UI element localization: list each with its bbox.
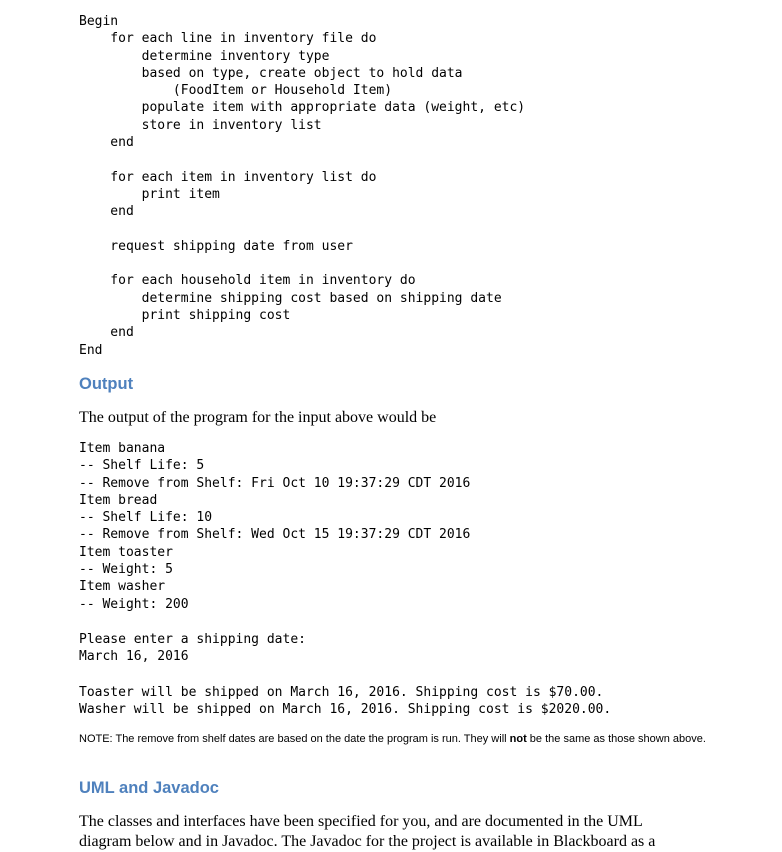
code-line: (FoodItem or Household Item) xyxy=(79,83,393,99)
output-line: -- Remove from Shelf: Fri Oct 10 19:37:29 CDT 2016 xyxy=(79,475,471,491)
code-line: print item xyxy=(79,186,220,202)
output-line: Item toaster xyxy=(79,544,173,560)
output-line: Item bread xyxy=(79,492,158,508)
output-line: -- Weight: 200 xyxy=(79,596,189,612)
uml-paragraph-line-2: diagram below and in Javadoc. The Javadoc for the project is available in Blackboard as a xyxy=(79,833,656,850)
note-paragraph xyxy=(79,731,719,748)
prompt-line: Please enter a shipping date: xyxy=(79,632,306,647)
output-line: -- Shelf Life: 10 xyxy=(79,510,213,526)
code-line: for each household item in inventory do xyxy=(79,273,416,289)
prompt-line: March 16, 2016 xyxy=(79,649,189,665)
note-text-end: be the same as those shown above. xyxy=(526,733,706,745)
output-line: -- Remove from Shelf: Wed Oct 15 19:37:29 CDT 2016 xyxy=(79,527,471,543)
code-line: populate item with appropriate data (weight, etc) xyxy=(79,100,526,116)
output-intro-paragraph: The output of the program for the input above would be xyxy=(79,409,437,426)
output-heading: Output xyxy=(79,375,134,393)
output-line: -- Shelf Life: 5 xyxy=(79,458,205,474)
output-line: -- Weight: 5 xyxy=(79,562,173,578)
pseudocode-block xyxy=(79,13,525,359)
code-line: End xyxy=(79,342,103,358)
code-line: end xyxy=(79,204,134,220)
shipping-line: Toaster will be shipped on March 16, 2016. Shipping cost is $70.00. xyxy=(79,685,604,700)
code-line: determine inventory type xyxy=(79,48,330,64)
note-text-start: NOTE: The remove from shelf dates are based on the date the program is run. They will xyxy=(79,733,510,745)
uml-javadoc-heading: UML and Javadoc xyxy=(79,779,219,797)
output-line: Item banana xyxy=(79,441,166,456)
shipping-cost-block xyxy=(79,684,611,719)
code-line: store in inventory list xyxy=(79,117,322,133)
code-line: based on type, create object to hold data xyxy=(79,65,463,81)
code-line: end xyxy=(79,325,134,341)
code-line: Begin xyxy=(79,14,119,29)
code-line: for each item in inventory list do xyxy=(79,169,377,185)
note-emphasis: not xyxy=(509,733,527,745)
code-line: print shipping cost xyxy=(79,308,291,324)
output-items-block xyxy=(79,440,470,613)
output-line: Item washer xyxy=(79,579,166,595)
shipping-line: Washer will be shipped on March 16, 2016. Shipping cost is $2020.00. xyxy=(79,702,612,718)
code-line: for each line in inventory file do xyxy=(79,31,377,47)
shipping-prompt-block xyxy=(79,631,306,666)
code-line: determine shipping cost based on shipping date xyxy=(79,290,502,306)
uml-paragraph-line-1: The classes and interfaces have been specified for you, and are documented in the UML xyxy=(79,813,643,830)
code-line: end xyxy=(79,135,134,151)
code-line: request shipping date from user xyxy=(79,238,353,254)
